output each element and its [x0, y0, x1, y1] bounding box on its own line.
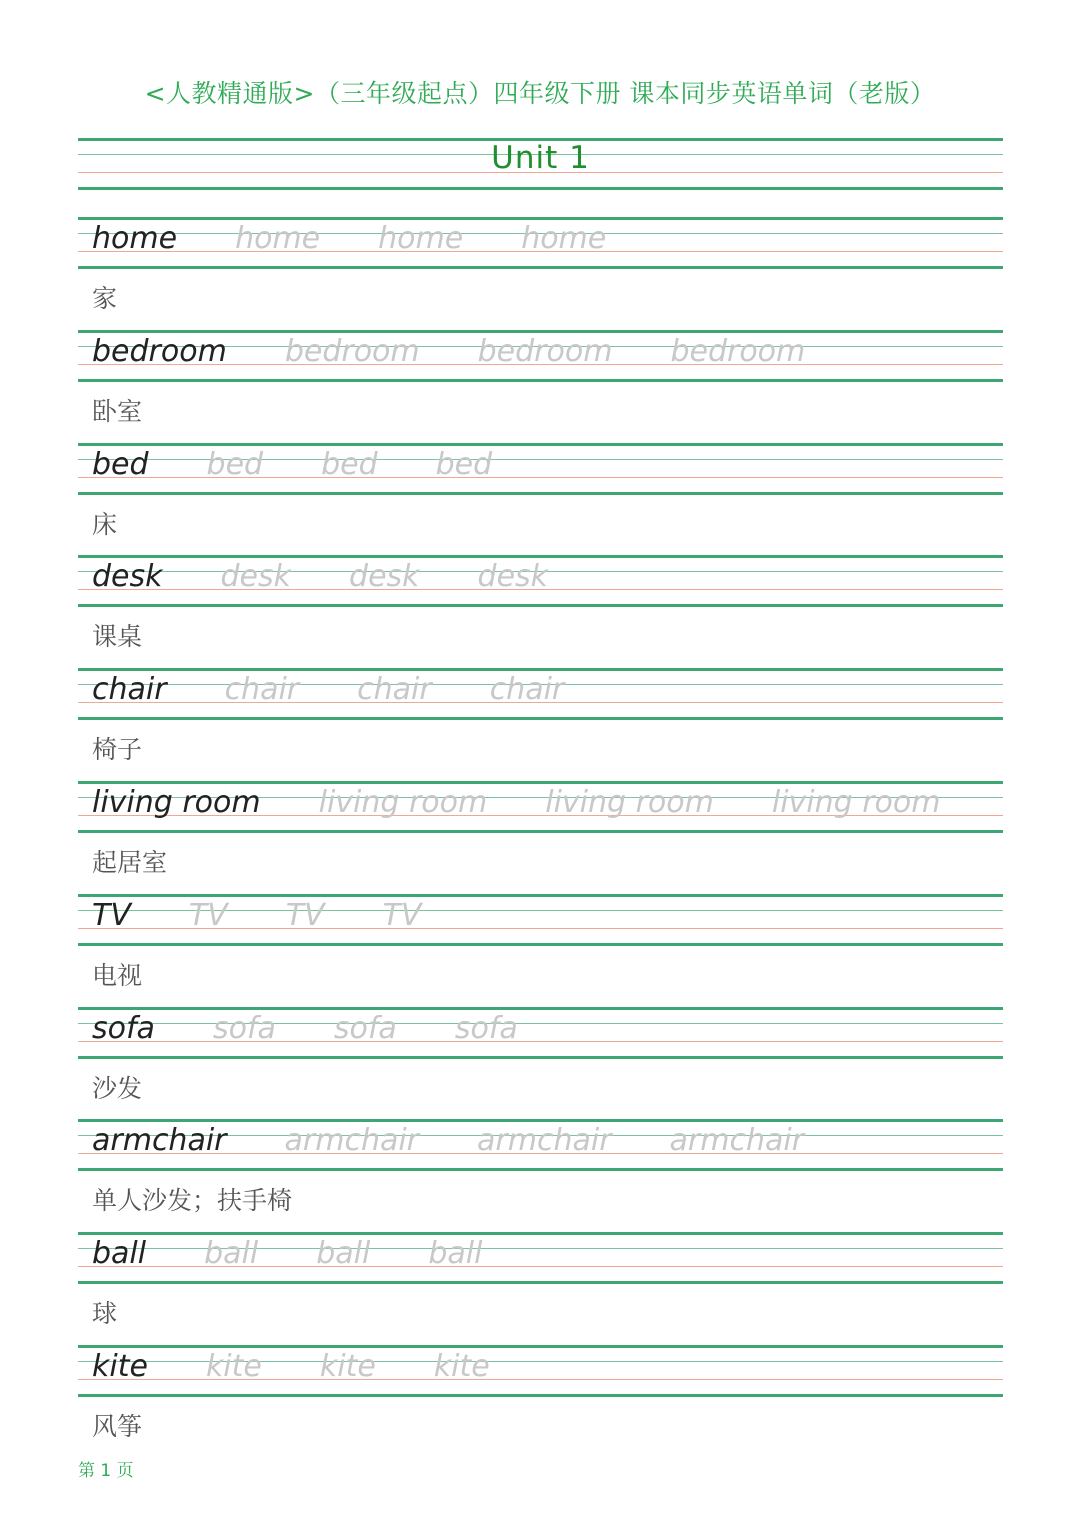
word-meaning: 电视	[92, 961, 143, 990]
writing-line	[78, 668, 1003, 671]
trace-word: living room	[318, 785, 488, 820]
trace-word: bedroom	[284, 334, 420, 369]
word-row	[92, 785, 999, 820]
trace-word: armchair	[669, 1123, 805, 1158]
word-writing-band	[78, 217, 1003, 269]
word-row	[92, 559, 606, 594]
trace-word: living room	[545, 785, 714, 820]
unit-title: Unit 1	[491, 140, 590, 176]
vocab-word: chair	[92, 672, 167, 707]
writing-line	[78, 894, 1003, 897]
trace-word: kite	[319, 1349, 376, 1384]
trace-word: chair	[489, 672, 565, 707]
trace-word: chair	[357, 672, 432, 707]
trace-word: sofa	[212, 1011, 276, 1046]
trace-word: armchair	[284, 1123, 420, 1158]
trace-word: ball	[204, 1236, 259, 1271]
writing-line	[78, 1119, 1003, 1122]
word-writing-band	[78, 1345, 1003, 1397]
writing-line	[78, 492, 1003, 495]
writing-line	[78, 830, 1003, 833]
trace-word: bedroom	[670, 334, 806, 369]
trace-word: bed	[435, 447, 493, 482]
vocab-word: desk	[92, 559, 163, 594]
trace-word: desk	[349, 559, 420, 594]
writing-line	[78, 1007, 1003, 1010]
word-row	[92, 1123, 862, 1158]
writing-line	[78, 604, 1003, 607]
writing-line	[78, 217, 1003, 220]
trace-word: sofa	[454, 1011, 518, 1046]
word-writing-band	[78, 781, 1003, 833]
trace-word: home	[235, 221, 321, 256]
word-meaning: 家	[92, 284, 118, 313]
word-writing-band	[78, 443, 1003, 495]
vocab-word: home	[92, 221, 178, 256]
trace-word: desk	[220, 559, 292, 594]
vocab-word: armchair	[92, 1123, 227, 1158]
trace-word: bed	[321, 447, 378, 482]
trace-word: bed	[206, 447, 264, 482]
trace-word: desk	[477, 559, 549, 594]
writing-line	[78, 1394, 1003, 1397]
writing-line	[78, 1345, 1003, 1348]
vocab-word: bed	[92, 447, 149, 482]
writing-line	[78, 943, 1003, 946]
word-row	[92, 672, 622, 707]
word-writing-band	[78, 668, 1003, 720]
vocab-word: ball	[92, 1236, 147, 1271]
word-row	[92, 1011, 576, 1046]
word-row	[92, 447, 550, 482]
trace-word: kite	[205, 1349, 262, 1384]
word-writing-band	[78, 894, 1003, 946]
unit-title-band	[78, 138, 1003, 190]
writing-line	[78, 379, 1003, 382]
word-meaning: 床	[92, 510, 118, 539]
trace-word: TV	[285, 898, 325, 933]
trace-word: ball	[316, 1236, 371, 1271]
vocab-word: sofa	[92, 1011, 155, 1046]
document-title: <人教精通版>（三年级起点）四年级下册 课本同步英语单词（老版）	[144, 79, 936, 108]
trace-word: home	[378, 221, 464, 256]
writing-line	[78, 717, 1003, 720]
writing-line	[78, 781, 1003, 784]
writing-line	[78, 330, 1003, 333]
trace-word: bedroom	[477, 334, 613, 369]
trace-word: kite	[433, 1349, 490, 1384]
trace-word: TV	[188, 898, 228, 933]
word-row	[92, 898, 479, 933]
writing-line	[78, 1168, 1003, 1171]
trace-word: living room	[771, 785, 941, 820]
trace-word: ball	[428, 1236, 483, 1271]
word-writing-band	[78, 1119, 1003, 1171]
trace-word: chair	[224, 672, 300, 707]
vocab-word: bedroom	[92, 334, 227, 369]
vocab-word: living room	[92, 785, 261, 820]
word-writing-band	[78, 1007, 1003, 1059]
word-meaning: 起居室	[92, 848, 168, 877]
word-writing-band	[78, 1232, 1003, 1284]
word-meaning: 椅子	[92, 735, 143, 764]
writing-line	[78, 443, 1003, 446]
word-meaning: 风筝	[92, 1412, 143, 1441]
word-meaning: 球	[92, 1299, 118, 1328]
word-row	[92, 1236, 540, 1271]
trace-word: TV	[382, 898, 422, 933]
trace-word: home	[521, 221, 607, 256]
writing-line	[78, 555, 1003, 558]
writing-line	[78, 1056, 1003, 1059]
vocab-word: TV	[92, 898, 131, 933]
word-row	[92, 334, 863, 369]
writing-line	[78, 187, 1003, 190]
writing-line	[78, 1232, 1003, 1235]
page-number: 第 1 页	[78, 1461, 134, 1481]
word-writing-band	[78, 555, 1003, 607]
writing-line	[78, 1281, 1003, 1284]
writing-line	[78, 266, 1003, 269]
word-meaning: 卧室	[92, 397, 143, 426]
word-meaning: 课桌	[92, 622, 143, 651]
word-row	[92, 1349, 548, 1384]
trace-word: sofa	[333, 1011, 397, 1046]
word-meaning: 单人沙发；扶手椅	[92, 1186, 293, 1215]
vocab-word: kite	[92, 1349, 148, 1384]
word-writing-band	[78, 330, 1003, 382]
word-row	[92, 221, 664, 256]
trace-word: armchair	[477, 1123, 612, 1158]
word-meaning: 沙发	[92, 1074, 143, 1103]
